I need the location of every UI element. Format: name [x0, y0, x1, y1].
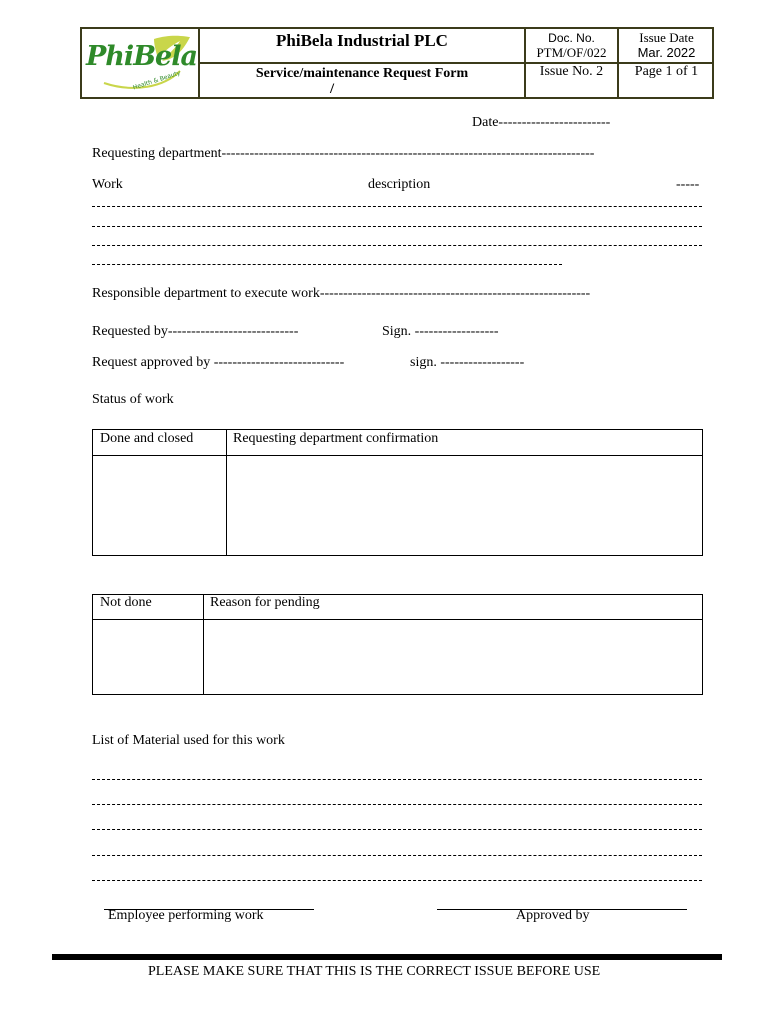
not-done-header: Not done	[100, 595, 152, 610]
responsible-department-field[interactable]: Responsible department to execute work----------------------------------------------------------	[92, 286, 591, 301]
requesting-department-field[interactable]: Requesting department--------------------------------------------------------------------------------	[92, 146, 595, 161]
work-description-line[interactable]	[92, 226, 702, 227]
logo-tagline: Health & Beauty	[132, 69, 182, 92]
requested-by-field[interactable]: Requested by----------------------------	[92, 324, 299, 339]
pending-reason-header: Reason for pending	[210, 595, 320, 610]
pending-reason-cell[interactable]	[204, 620, 703, 695]
approved-signature-label: Approved by	[516, 908, 590, 923]
not-done-table	[92, 594, 703, 695]
work-description-line[interactable]	[92, 245, 702, 246]
company-name: PhiBela Industrial PLC	[276, 31, 448, 50]
employee-signature-label: Employee performing work	[108, 908, 264, 923]
footer-notice: PLEASE MAKE SURE THAT THIS IS THE CORRECT ISSUE BEFORE USE	[148, 964, 601, 979]
materials-line[interactable]	[92, 855, 702, 856]
status-of-work-label: Status of work	[92, 392, 174, 407]
work-description-line[interactable]	[92, 264, 562, 265]
dept-confirmation-cell[interactable]	[227, 456, 703, 556]
materials-label: List of Material used for this work	[92, 733, 285, 748]
work-description-line[interactable]	[92, 206, 702, 207]
form-title: Service/maintenance Request Form	[255, 66, 469, 81]
not-done-cell[interactable]	[93, 620, 203, 695]
logo-text: PhiBela	[86, 41, 197, 72]
issue-date-label: Issue Date	[639, 30, 694, 45]
doc-no-value: PTM/OF/022	[536, 45, 607, 60]
work-description-trailing: -----	[676, 177, 700, 192]
doc-no-label: Doc. No.	[548, 31, 595, 45]
form-title-mark: /	[330, 81, 335, 97]
work-label: Work	[92, 177, 123, 192]
done-closed-cell[interactable]	[93, 456, 226, 556]
date-field[interactable]: Date------------------------	[472, 115, 611, 130]
company-logo	[84, 31, 197, 95]
done-closed-header: Done and closed	[100, 431, 194, 446]
requested-sign-field[interactable]: Sign. ------------------	[382, 324, 499, 339]
footer-rule	[52, 954, 722, 960]
materials-line[interactable]	[92, 829, 702, 830]
materials-line[interactable]	[92, 804, 702, 805]
materials-line[interactable]	[92, 779, 702, 780]
approved-by-field[interactable]: Request approved by ----------------------------	[92, 355, 345, 370]
approved-sign-field[interactable]: sign. ------------------	[410, 355, 525, 370]
done-closed-table	[92, 429, 703, 556]
document-header	[80, 27, 714, 99]
issue-no: Issue No. 2	[539, 64, 604, 79]
dept-confirmation-header: Requesting department confirmation	[233, 431, 439, 446]
issue-date-value: Mar. 2022	[637, 45, 696, 60]
description-label: description	[368, 177, 431, 192]
materials-line[interactable]	[92, 880, 702, 881]
page-number: Page 1 of 1	[634, 64, 699, 79]
